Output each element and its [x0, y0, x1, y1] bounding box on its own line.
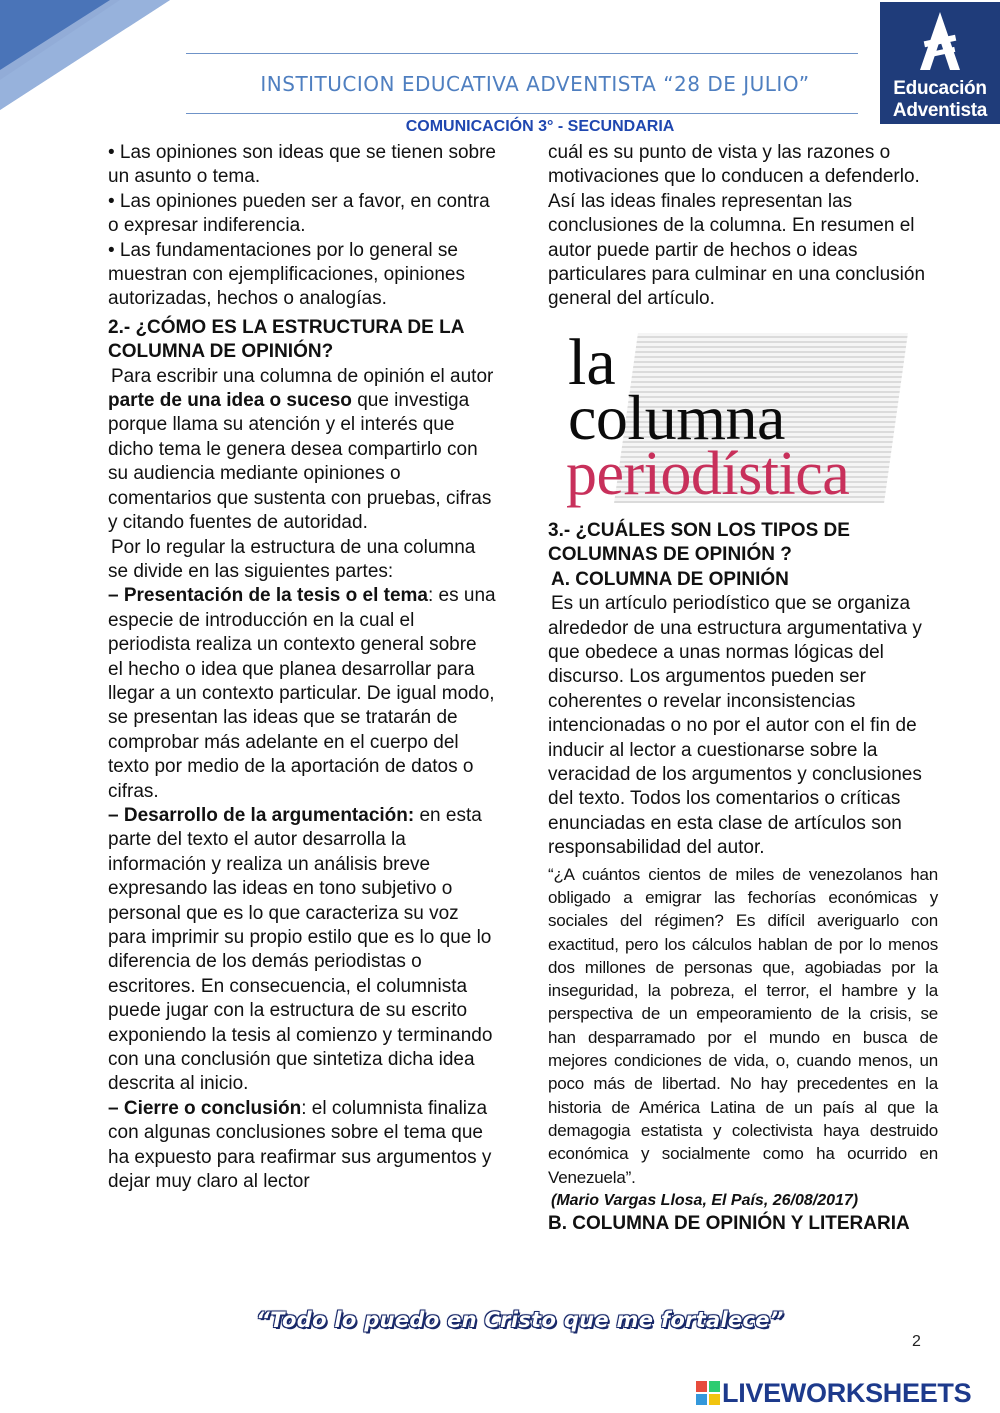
right-column-continuation	[548, 141, 928, 312]
liveworksheets-icon	[696, 1381, 720, 1405]
quote-source: (Mario Vargas Llosa, El País, 26/08/2017)	[551, 1191, 859, 1209]
subsection-a-heading: A. COLUMNA DE OPINIÓN	[551, 568, 789, 590]
educacion-adventista-logo	[880, 2, 1000, 124]
header-bottom-line	[186, 113, 858, 114]
subject-title: COMUNICACIÓN 3° - SECUNDARIA	[405, 118, 675, 135]
part-label: – Desarrollo de la argumentación:	[108, 804, 415, 826]
structure-part-argumentation: – Desarrollo de la argumentación: en esta parte del texto el autor desarrolla la información y realiza un análisis breve expresando las ideas en tono subjetivo o personal que es lo que caracteriza su voz para imprimir su propio estilo que es lo que lo diferencia de los demás periodistas o escritores. En consecuencia, el columnista puede jugar con la estructura de su escrito exponiendo la tesis al comienzo y terminando con una conclusión que sintetiza dicha idea descrita al inicio.	[108, 804, 493, 1095]
part-label: – Presentación de la tesis o el tema	[108, 585, 428, 607]
institution-title: INSTITUCION EDUCATIVA ADVENTISTA “28 DE JULIO”	[260, 72, 810, 96]
section-2-heading: 2.- ¿CÓMO ES LA ESTRUCTURA DE LA COLUMNA DE OPINIÓN?	[108, 316, 464, 363]
part-label: – Cierre o conclusión	[108, 1097, 302, 1119]
columna-periodistica-image	[566, 333, 916, 513]
image-text-columna: columna	[568, 382, 785, 453]
liveworksheets-watermark	[696, 1378, 996, 1410]
emphasis: parte de una idea o suceso	[108, 390, 352, 412]
page-number: 2	[912, 1333, 921, 1350]
logo-text: Educación Adventista	[892, 78, 988, 121]
section-2-paragraph-2: Por lo regular la estructura de una columna se divide en las siguientes partes:	[108, 536, 476, 582]
opinion-quote: “¿A cuántos cientos de miles de venezolanos han obligado a emigrar las fechorías económicas y sociales del régimen? Es difícil averiguarlo con exactitud, pero los cálculos hablan de por lo menos dos millones de personas que, agobiadas por la inseguridad, la pobreza, el terror, el hambre y la perspectiva de un empeoramiento de la crisis, se han desparramado por el mundo en busca de mejores condiciones de vida, o, cuando menos, un poco más de libertad. No hay precedentes en la historia de América Latina de un país al que la demagogia estatista y colectivista haya destruido económica y socialmente como ha ocurrido en Venezuela”.	[548, 864, 938, 1187]
continuation-paragraph: cuál es su punto de vista y las razones o motivaciones que lo conducen a defenderlo. Así las ideas finales representan las conclusiones de la columna. En resumen el autor puede partir de hechos o ideas particulares para culminar en una conclusión general del artículo.	[548, 142, 926, 310]
bullet-item: • Las opiniones son ideas que se tienen sobre un asunto o tema.	[108, 142, 496, 188]
watermark-text: LIVEWORKSHEETS	[722, 1378, 972, 1408]
structure-part-thesis: – Presentación de la tesis o el tema: es una especie de introducción en la cual el periodista realiza un contexto general sobre el hecho o idea que planea desarrollar para llegar a un contexto particular. De igual modo, se presentan las ideas que se tratarán de comprobar más adelante en el cuerpo del texto por medio de la aportación de datos o cifras.	[108, 585, 496, 802]
left-column	[108, 141, 496, 1194]
corner-decoration	[0, 0, 170, 110]
subsection-a-text: Es un artículo periodístico que se organiza alrededor de una estructura argumentativa y que obedece a unas normas lógicas del discurso. Los argumentos pueden ser coherentes o revelar inconsistencias intencionadas o no por el autor con el fin de inducir al lector a cuestionarse sobre la veracidad de los argumentos y conclusiones del texto. Todos los comentarios o críticas enunciadas en esta clase de artículos son responsabilidad del autor.	[548, 593, 922, 859]
header-top-line	[186, 53, 858, 54]
image-text-periodistica: periodística	[566, 440, 850, 508]
bullet-item: • Las fundamentaciones por lo general se muestran con ejemplificaciones, opiniones autorizadas, hechos o analogías.	[108, 239, 465, 310]
subsection-b-heading: B. COLUMNA DE OPINIÓN Y LITERARIA	[548, 1212, 910, 1234]
section-2-paragraph-1: Para escribir una columna de opinión el autor parte de una idea o suceso que investiga porque llama su atención y el interés que dicho tema le genera desea compartirlo con su audiencia mediante opiniones o comentarios que sustenta con pruebas, cifras y citando fuentes de autoridad.	[108, 365, 494, 534]
bullet-item: • Las opiniones pueden ser a favor, en contra o expresar indiferencia.	[108, 190, 490, 237]
motto-banner: “Todo lo puedo en Cristo que me fortalece”	[256, 1308, 784, 1332]
section-3-heading: 3.- ¿CUÁLES SON LOS TIPOS DE COLUMNAS DE OPINIÓN ?	[548, 520, 850, 566]
logo-a-icon	[880, 2, 1000, 78]
image-text-la: la	[568, 333, 616, 399]
structure-part-conclusion: – Cierre o conclusión: el columnista finaliza con algunas conclusiones sobre el tema que ha expuesto para reafirmar sus argumentos y dejar muy claro al lector	[108, 1097, 492, 1193]
right-column	[548, 519, 938, 1236]
